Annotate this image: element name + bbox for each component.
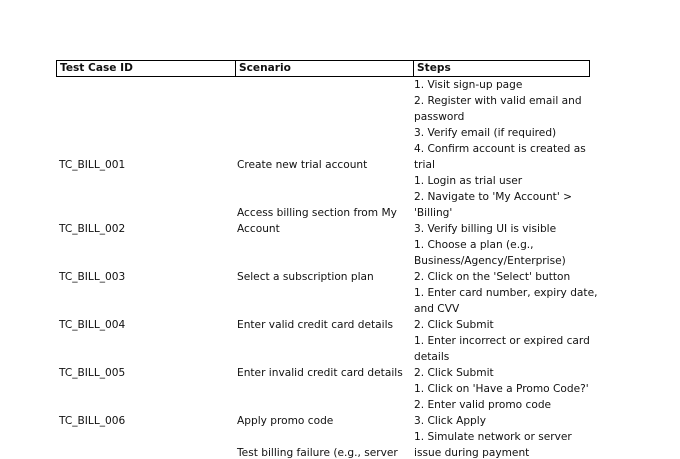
test-case-id: TC_BILL_004 xyxy=(59,319,126,331)
scenario-line: Apply promo code xyxy=(237,415,334,427)
step-line: 3. Verify billing UI is visible xyxy=(414,223,557,235)
step-line: 2. Click on the 'Select' button xyxy=(414,271,571,283)
step-line: 2. Click Submit xyxy=(414,367,494,379)
step-line: 2. Click Submit xyxy=(414,319,494,331)
test-case-id: TC_BILL_003 xyxy=(59,271,126,283)
step-line: 1. Enter incorrect or expired card xyxy=(414,335,590,347)
scenario-line: Select a subscription plan xyxy=(237,271,374,283)
test-case-id: TC_BILL_005 xyxy=(59,367,126,379)
step-line: Business/Agency/Enterprise) xyxy=(414,255,566,267)
header-scenario: Scenario xyxy=(235,60,413,77)
step-line: details xyxy=(414,351,450,363)
step-line: 1. Simulate network or server xyxy=(414,431,572,443)
step-line: 3. Verify email (if required) xyxy=(414,127,557,139)
test-case-id: TC_BILL_002 xyxy=(59,223,126,235)
test-case-id: TC_BILL_001 xyxy=(59,159,126,171)
step-line: 2. Enter valid promo code xyxy=(414,399,552,411)
step-line: 'Billing' xyxy=(414,207,453,219)
step-line: 1. Choose a plan (e.g., xyxy=(414,239,534,251)
step-line: 1. Enter card number, expiry date, xyxy=(414,287,598,299)
scenario-line: Test billing failure (e.g., server xyxy=(237,447,398,459)
step-line: 1. Click on 'Have a Promo Code?' xyxy=(414,383,589,395)
header-steps: Steps xyxy=(413,60,590,77)
scenario-line: Create new trial account xyxy=(237,159,368,171)
step-line: and CVV xyxy=(414,303,460,315)
scenario-line: Access billing section from My xyxy=(237,207,397,219)
scenario-line: Enter invalid credit card details xyxy=(237,367,403,379)
scenario-line: Enter valid credit card details xyxy=(237,319,394,331)
scenario-line: Account xyxy=(237,223,280,235)
header-test-case-id: Test Case ID xyxy=(56,60,235,77)
step-line: 1. Login as trial user xyxy=(414,175,523,187)
step-line: 4. Confirm account is created as xyxy=(414,143,586,155)
step-line: 1. Visit sign-up page xyxy=(414,79,523,91)
step-line: trial xyxy=(414,159,435,171)
step-line: 2. Register with valid email and xyxy=(414,95,582,107)
step-line: 3. Click Apply xyxy=(414,415,486,427)
step-line: issue during payment xyxy=(414,447,530,459)
step-line: password xyxy=(414,111,465,123)
step-line: 2. Navigate to 'My Account' > xyxy=(414,191,572,203)
test-case-id: TC_BILL_006 xyxy=(59,415,126,427)
